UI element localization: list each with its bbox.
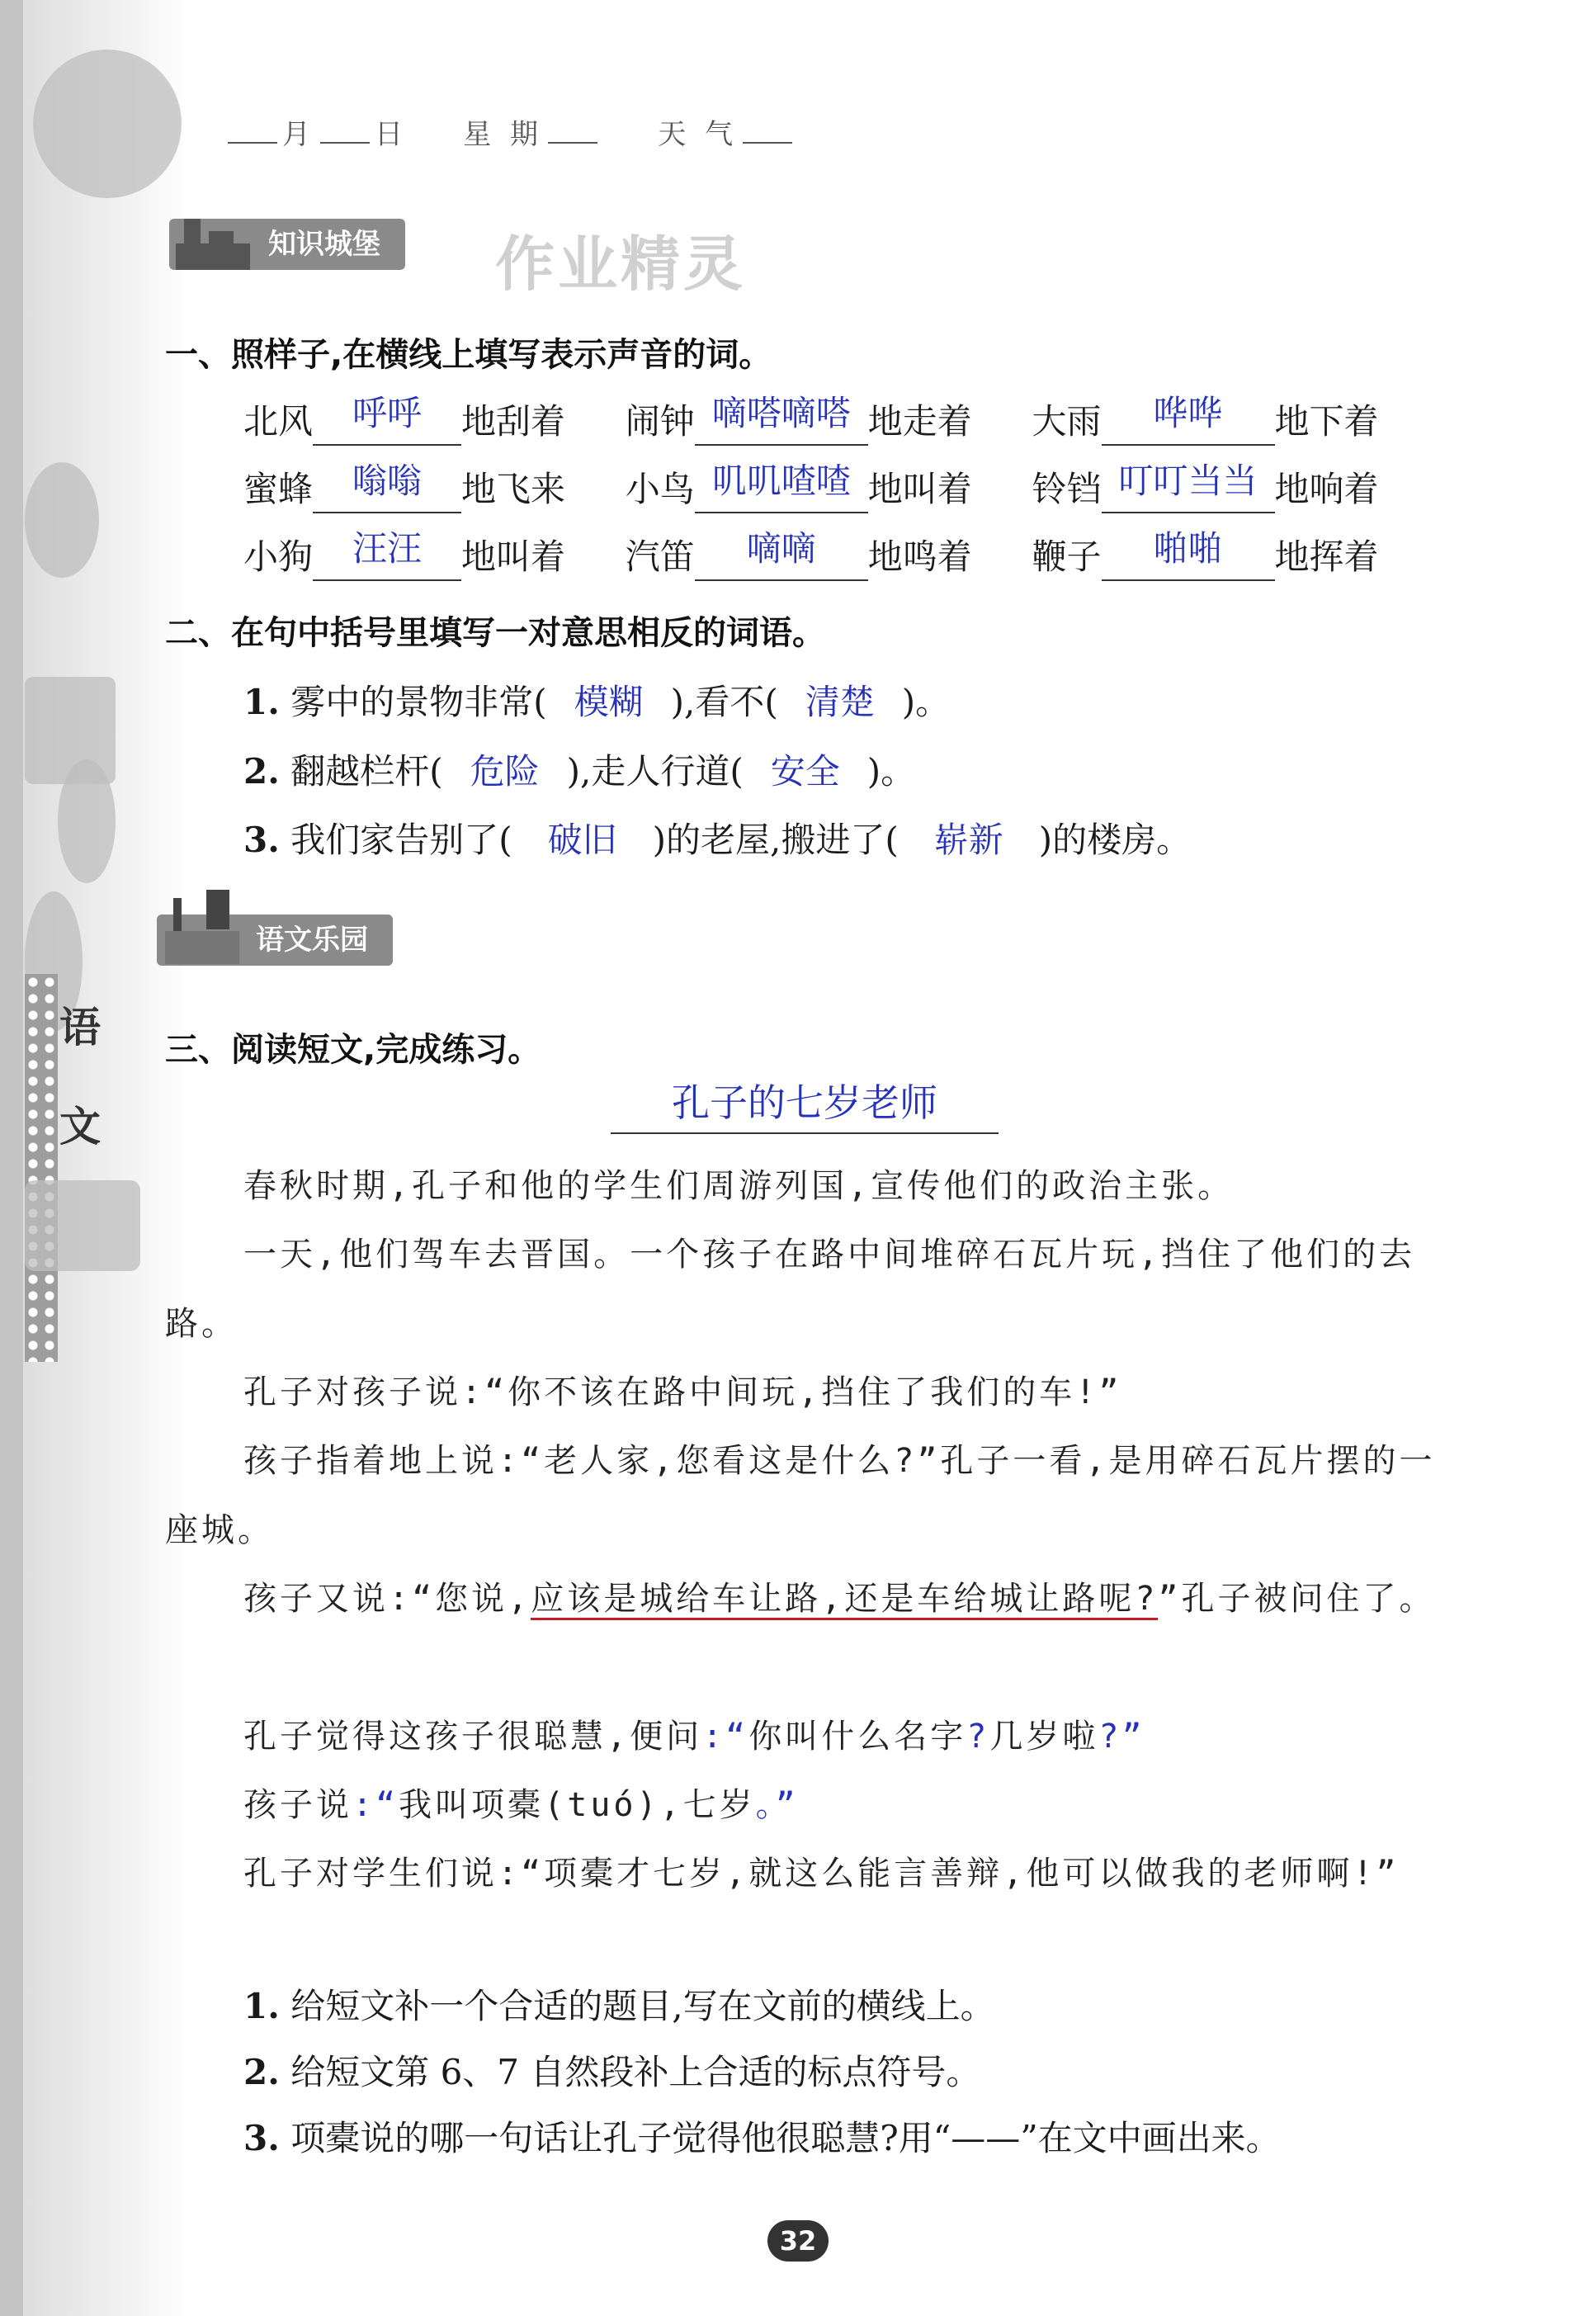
answer-blank: 汪汪 <box>313 530 461 581</box>
answer-blank: 叽叽喳喳 <box>695 462 868 513</box>
watermark: 作业精灵 <box>495 229 747 299</box>
added-punctuation: 。” <box>755 1786 799 1824</box>
side-label-chinese-1: 语 <box>59 1004 101 1052</box>
q2-item-3: 3. 我们家告别了( 破旧 )的老屋,搬进了( 崭新 )的楼房。 <box>243 813 1191 863</box>
section-badge-chinese-garden: 语文乐园 <box>157 915 393 966</box>
answer-text: 安全 <box>770 751 840 792</box>
book-icon <box>157 890 248 966</box>
paragraph-5: 孩子又说:“您说,应该是城给车让路,还是车给城让路呢?”孔子被问住了。 <box>165 1564 1452 1633</box>
q2-item-2: 2. 翻越栏杆( 危险 ),走人行道( 安全 )。 <box>243 744 915 794</box>
answer-blank: 嘀嗒嘀嗒 <box>695 395 868 446</box>
question-2-title: 二、在句中括号里填写一对意思相反的词语。 <box>165 614 825 652</box>
task-1: 1. 给短文补一个合适的题目,写在文前的横线上。 <box>243 1986 995 2026</box>
pencil-note-decoration <box>25 1180 140 1271</box>
q1-row-1: 北风 呼呼 地刮着 闹钟 嘀嗒嘀嗒 地走着 大雨 哗哗 地下着 <box>243 395 1379 446</box>
paragraph-4: 孩子指着地上说:“老人家,您看这是什么?”孔子一看,是用碎石瓦片摆的一座城。 <box>165 1442 1436 1549</box>
q2-item-1: 1. 雾中的景物非常( 模糊 ),看不( 清楚 )。 <box>243 675 950 725</box>
paragraph-7: 孩子说:“我叫项橐(tuó),七岁。” <box>243 1786 799 1824</box>
dotted-strip <box>25 974 58 1362</box>
added-punctuation: ?” <box>1098 1718 1145 1756</box>
date-weather-header: 月 日 星 期 天 气 <box>223 111 797 152</box>
answer-blank: 哗哗 <box>1102 395 1275 446</box>
story-title: 孔子的七岁老师 <box>611 1073 999 1134</box>
question-1-title: 一、照样子,在横线上填写表示声音的词。 <box>165 336 772 374</box>
answer-blank: 嗡嗡 <box>313 462 461 513</box>
task-3: 3. 项橐说的哪一句话让孔子觉得他很聪慧?用“——”在文中画出来。 <box>243 2118 1281 2158</box>
paragraph-3: 孔子对孩子说:“你不该在路中间玩,挡住了我们的车!” <box>243 1373 1122 1411</box>
q1-row-3: 小狗 汪汪 地叫着 汽笛 嘀嘀 地鸣着 鞭子 啪啪 地挥着 <box>243 530 1379 581</box>
added-punctuation: :“ <box>702 1718 749 1756</box>
answer-text: 崭新 <box>933 820 1003 860</box>
sandal-decoration <box>58 759 116 883</box>
q1-row-2: 蜜蜂 嗡嗡 地飞来 小鸟 叽叽喳喳 地叫着 铃铛 叮叮当当 地响着 <box>243 462 1379 513</box>
glasses-decoration <box>25 462 99 578</box>
paragraph-8: 孔子对学生们说:“项橐才七岁,就这么能言善辩,他可以做我的老师啊!” <box>243 1855 1400 1893</box>
paragraph-2: 一天,他们驾车去晋国。一个孩子在路中间堆碎石瓦片玩,挡住了他们的去路。 <box>165 1236 1416 1343</box>
side-label-chinese-2: 文 <box>59 1103 101 1151</box>
question-3-title: 三、阅读短文,完成练习。 <box>165 1031 541 1069</box>
answer-blank: 呼呼 <box>313 395 461 446</box>
underlined-answer-sentence: 应该是城给车让路,还是车给城让路呢? <box>531 1580 1158 1620</box>
castle-icon <box>176 202 250 270</box>
task-2: 2. 给短文第 6、7 自然段补上合适的标点符号。 <box>243 2052 981 2092</box>
answer-text: 模糊 <box>574 682 644 722</box>
answer-blank: 啪啪 <box>1102 530 1275 581</box>
answer-text: 清楚 <box>805 682 875 722</box>
added-punctuation: ? <box>966 1718 990 1756</box>
paragraph-6: 孔子觉得这孩子很聪慧,便问:“你叫什么名字?几岁啦?” <box>243 1718 1145 1756</box>
page-edge <box>0 0 23 2316</box>
page-number: 32 <box>767 2220 829 2262</box>
answer-text: 危险 <box>470 751 540 792</box>
answer-blank: 叮叮当当 <box>1102 462 1275 513</box>
beach-ball-decoration <box>33 50 182 198</box>
added-punctuation: :“ <box>352 1786 399 1824</box>
section-badge-knowledge-castle: 知识城堡 <box>169 219 405 270</box>
answer-text: 破旧 <box>547 820 617 860</box>
answer-blank: 嘀嘀 <box>695 530 868 581</box>
paragraph-1: 春秋时期,孔子和他的学生们周游列国,宣传他们的政治主张。 <box>243 1167 1235 1205</box>
